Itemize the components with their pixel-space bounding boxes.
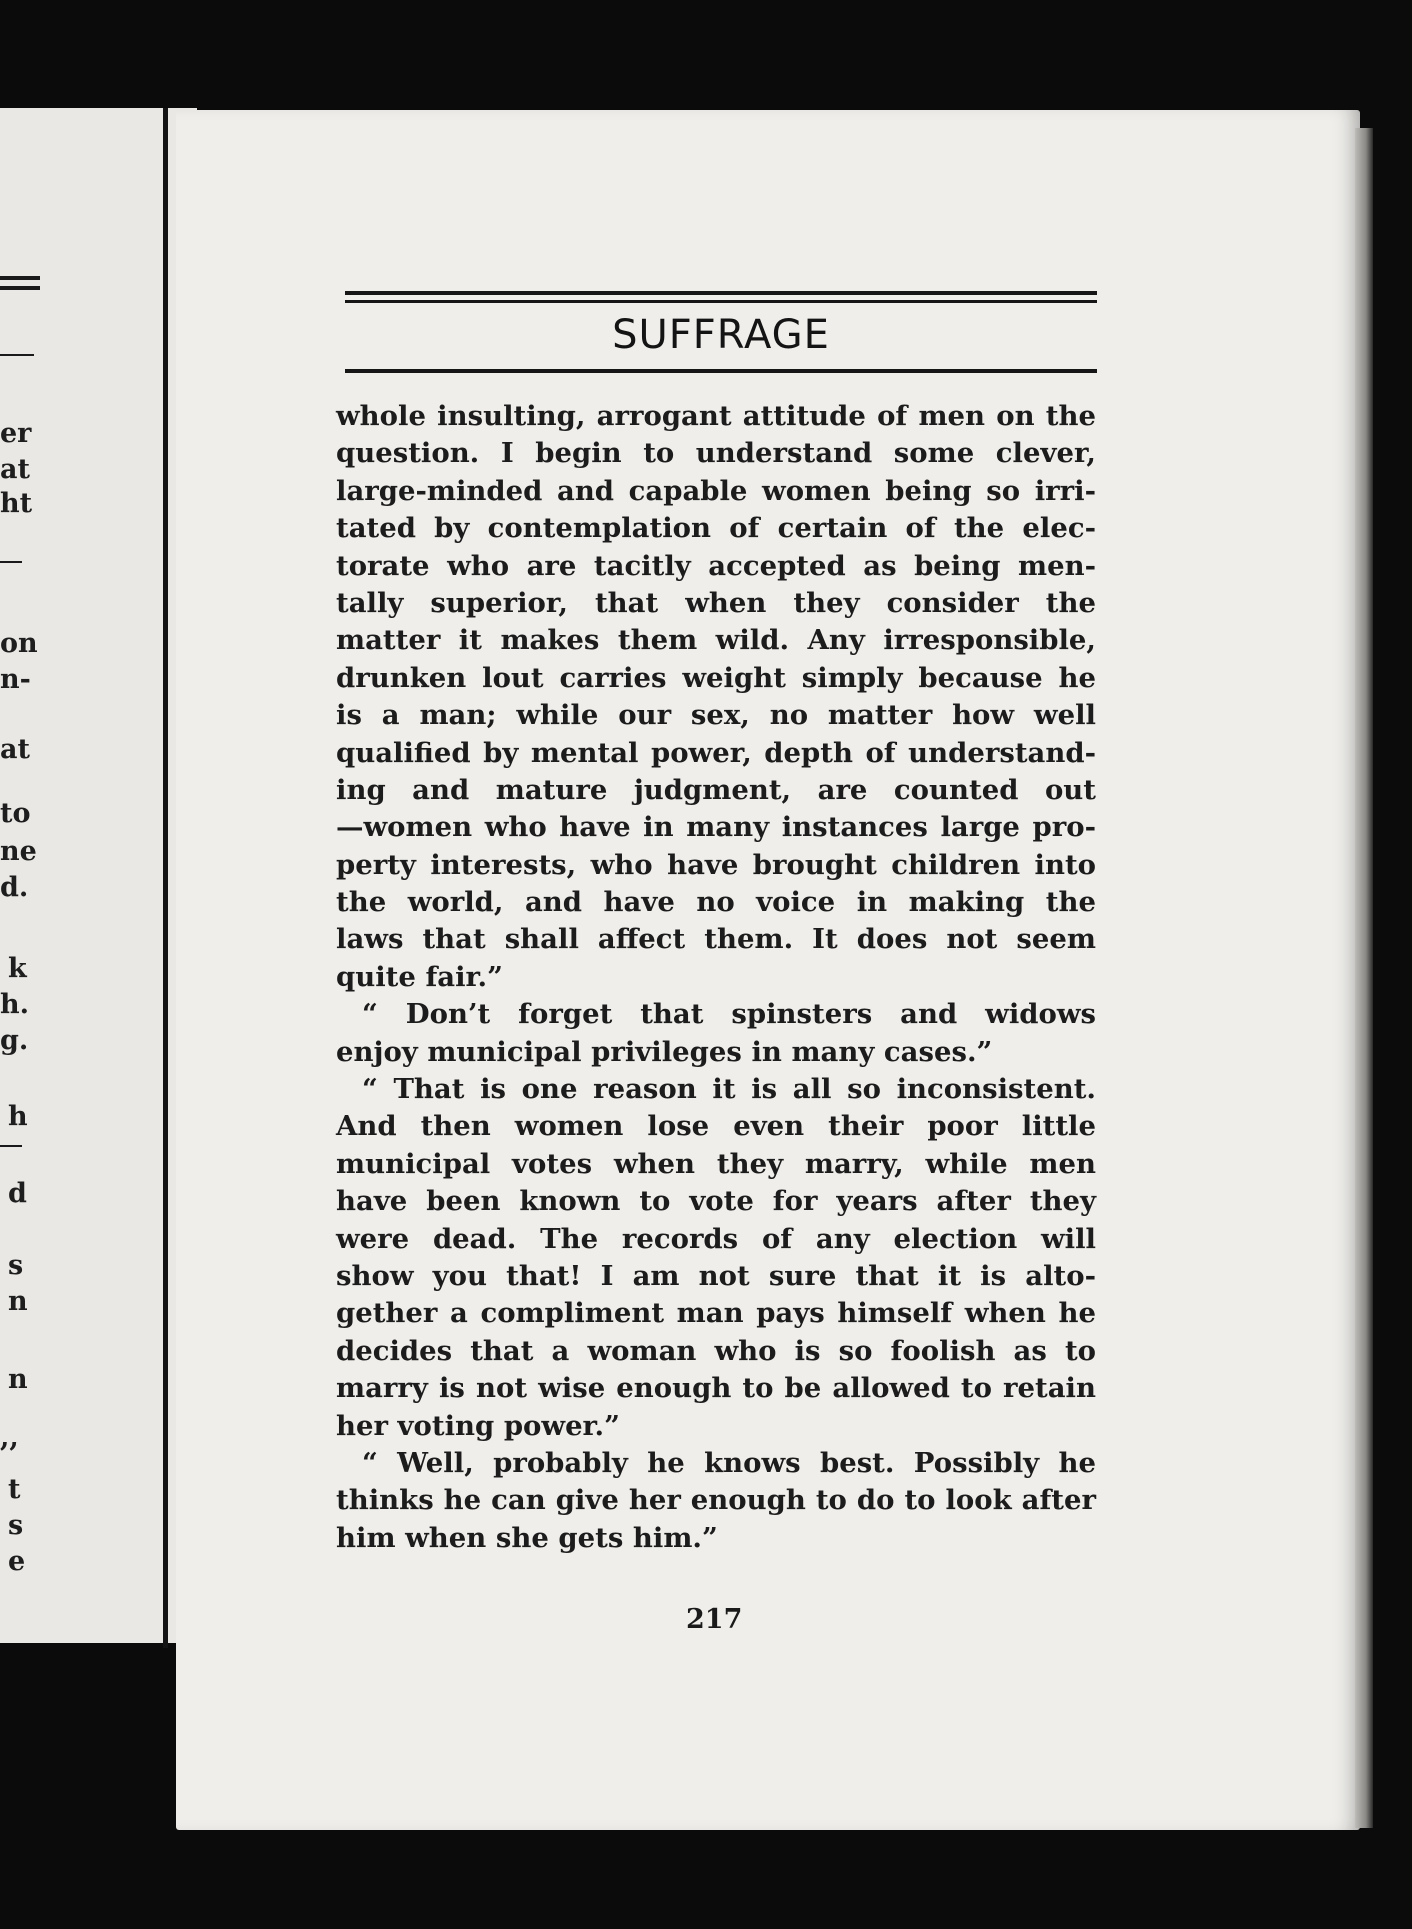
text-line: thinks he can give her enough to do to look after: [336, 1484, 1096, 1517]
facing-page-rule: [0, 1145, 22, 1147]
header-double-rule: [345, 300, 1097, 303]
paragraph: [336, 996, 1096, 1071]
running-head: SUFFRAGE: [612, 312, 830, 358]
text-line: gether a compliment man pays himself when he: [336, 1297, 1096, 1330]
text-line: whole insulting, arrogant attitude of men on the: [336, 400, 1096, 432]
text-line: municipal votes when they marry, while men: [336, 1147, 1096, 1180]
text-line: him when she gets him.”: [336, 1521, 718, 1554]
page-number: 217: [686, 1604, 743, 1635]
text-line: large-minded and capable women being so irri-: [336, 474, 1096, 507]
facing-page-rule: [0, 561, 22, 563]
text-line: “ That is one reason it is all so inconsistent.: [362, 1073, 1096, 1106]
text-line: quite fair.”: [336, 960, 503, 993]
text-line: qualified by mental power, depth of understand-: [336, 736, 1096, 769]
text-line: have been known to vote for years after they: [336, 1185, 1096, 1218]
header-rule: [345, 369, 1097, 373]
facing-page-rule: [0, 286, 40, 290]
text-line: “ Don’t forget that spinsters and widows: [362, 998, 1096, 1031]
text-line: marry is not wise enough to be allowed to retain: [336, 1372, 1096, 1405]
facing-page-text-fragment: to: [0, 798, 31, 829]
facing-page-text-fragment: h: [8, 1101, 28, 1132]
facing-page-text-fragment: s: [8, 1510, 24, 1541]
facing-page-text-fragment: k: [8, 953, 27, 984]
facing-page-text-fragment: at: [0, 734, 30, 765]
facing-page-text-fragment: on: [0, 628, 38, 659]
facing-page-text-fragment: ,,: [0, 1422, 19, 1453]
facing-page-text-fragment: er: [0, 418, 32, 449]
facing-page-text-fragment: e: [8, 1546, 26, 1577]
text-line: were dead. The records of any election will: [336, 1222, 1096, 1255]
text-line: laws that shall affect them. It does not seem: [336, 923, 1096, 956]
facing-page-text-fragment: g.: [0, 1025, 29, 1056]
facing-page-text-fragment: at: [0, 454, 30, 485]
text-line: And then women lose even their poor little: [336, 1110, 1096, 1143]
text-line: matter it makes them wild. Any irresponsible,: [336, 624, 1096, 657]
text-line: torate who are tacitly accepted as being men-: [336, 549, 1096, 582]
facing-page-text-fragment: s: [8, 1250, 24, 1281]
text-line: question. I begin to understand some clever,: [336, 437, 1096, 470]
facing-page-text-fragment: d: [8, 1178, 27, 1209]
facing-page-rule: [0, 276, 40, 280]
text-line: —women who have in many instances large pro-: [336, 811, 1096, 844]
text-line: her voting power.”: [336, 1409, 620, 1442]
text-line: ing and mature judgment, are counted out: [336, 773, 1096, 806]
facing-page-text-fragment: h.: [0, 989, 30, 1020]
text-line: decides that a woman who is so foolish as to: [336, 1334, 1096, 1367]
text-line: is a man; while our sex, no matter how well: [336, 699, 1096, 732]
book-gutter: [163, 108, 168, 1648]
body-text: [336, 398, 1096, 1557]
text-line: “ Well, probably he knows best. Possibly he: [362, 1446, 1096, 1479]
facing-page-text-fragment: n: [8, 1364, 28, 1395]
facing-page-text-fragment: n-: [0, 664, 31, 695]
paragraph: [336, 1071, 1096, 1445]
paragraph: [336, 398, 1096, 996]
text-line: enjoy municipal privileges in many cases.”: [336, 1035, 993, 1068]
text-line: tated by contemplation of certain of the elec-: [336, 512, 1096, 545]
text-line: show you that! I am not sure that it is alto-: [336, 1259, 1096, 1292]
facing-page-text-fragment: ht: [0, 488, 33, 519]
facing-page-text-fragment: d.: [0, 872, 29, 903]
facing-page-text-fragment: ne: [0, 836, 37, 867]
text-line: perty interests, who have brought children into: [336, 848, 1096, 881]
facing-page-text-fragment: t: [8, 1474, 21, 1505]
facing-page-text-fragment: n: [8, 1286, 28, 1317]
header-double-rule: [345, 291, 1097, 295]
facing-page-rule: [0, 354, 34, 356]
paragraph: [336, 1445, 1096, 1557]
page-edge: [1355, 128, 1373, 1828]
text-line: the world, and have no voice in making the: [336, 886, 1096, 919]
text-line: drunken lout carries weight simply because he: [336, 661, 1096, 694]
text-line: tally superior, that when they consider the: [336, 586, 1096, 619]
